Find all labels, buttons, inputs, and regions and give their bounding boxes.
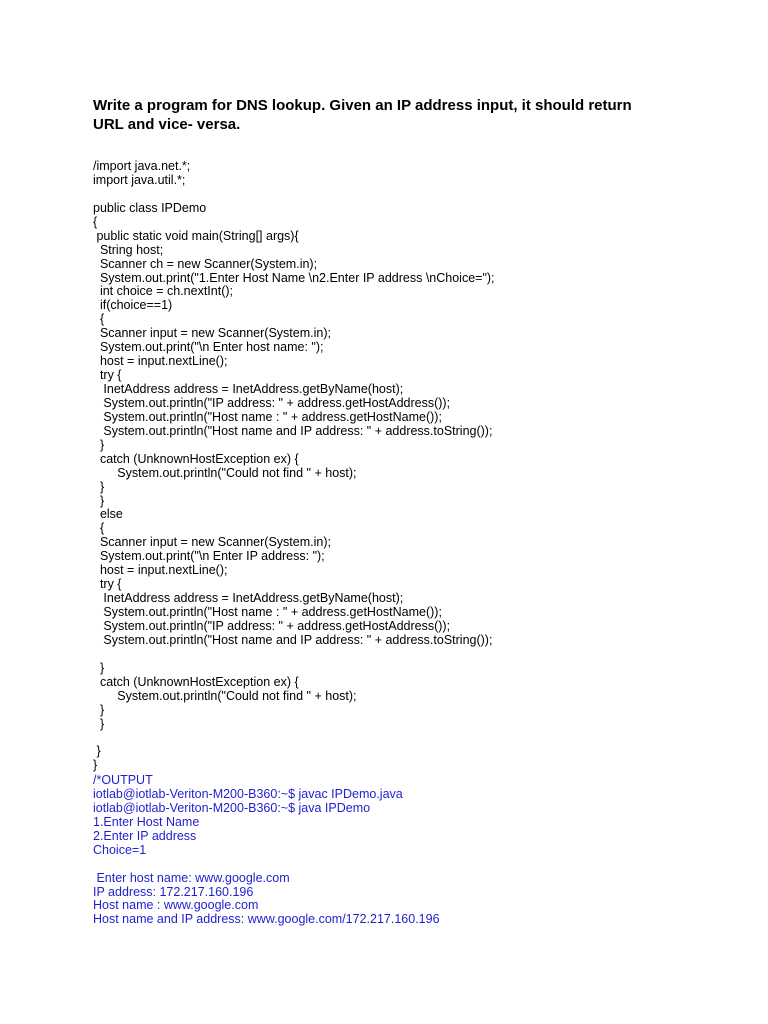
code-line: import java.util.*; — [93, 172, 186, 187]
code-line: System.out.println("IP address: " + address.getHostAddress()); — [93, 618, 451, 633]
code-line: host = input.nextLine(); — [93, 563, 228, 578]
code-line — [93, 731, 495, 745]
code-line — [93, 648, 495, 662]
code-line: else — [93, 507, 123, 522]
code-line: System.out.println("Could not find " + host); — [93, 465, 357, 480]
output-line: Enter host name: www.google.com — [93, 870, 290, 885]
code-line: System.out.println("Host name : " + address.getHostName()); — [93, 605, 442, 619]
output-line: Choice=1 — [93, 842, 147, 857]
code-line: } — [93, 716, 105, 731]
code-line: System.out.println("Host name and IP address: " + address.toString()); — [93, 423, 493, 438]
code-line: Scanner input = new Scanner(System.in); — [93, 535, 331, 550]
code-line: host = input.nextLine(); — [93, 354, 228, 369]
program-output — [93, 774, 440, 927]
code-line: } — [93, 758, 98, 773]
code-line: } — [93, 493, 105, 508]
code-listing — [93, 160, 495, 773]
output-line: Host name and IP address: www.google.com/172.217.160.196 — [93, 912, 440, 927]
code-line: } — [93, 660, 105, 675]
code-line: Scanner input = new Scanner(System.in); — [93, 326, 331, 341]
code-line: InetAddress address = InetAddress.getByName(host); — [93, 591, 404, 606]
code-line: InetAddress address = InetAddress.getByName(host); — [93, 382, 404, 396]
page-title: Write a program for DNS lookup. Given an IP address input, it should return URL and vice- versa. — [93, 97, 632, 133]
code-line: { — [93, 312, 105, 327]
output-line: Host name : www.google.com — [93, 898, 259, 913]
code-line: { — [93, 214, 98, 229]
code-line: System.out.println("Could not find " + host); — [93, 688, 357, 703]
code-line: public static void main(String[] args){ — [93, 228, 299, 243]
code-line: } — [93, 744, 101, 759]
code-line: catch (UnknownHostException ex) { — [93, 674, 299, 689]
code-line: int choice = ch.nextInt(); — [93, 284, 233, 299]
code-line: try { — [93, 577, 122, 592]
code-line: { — [93, 521, 105, 536]
output-line: /*OUTPUT — [93, 773, 153, 787]
code-line: if(choice==1) — [93, 298, 173, 313]
code-line: catch (UnknownHostException ex) { — [93, 451, 299, 466]
code-line: } — [93, 437, 105, 452]
code-line: } — [93, 702, 105, 717]
code-line: try { — [93, 368, 122, 383]
code-line: /import java.net.*; — [93, 159, 191, 173]
output-line: iotlab@iotlab-Veriton-M200-B360:~$ java IPDemo — [93, 800, 371, 815]
output-line — [93, 858, 440, 872]
code-line: System.out.println("Host name and IP address: " + address.toString()); — [93, 632, 493, 647]
code-line: String host; — [93, 242, 164, 257]
code-line: System.out.println("Host name : " + address.getHostName()); — [93, 409, 442, 424]
code-line: System.out.print("\n Enter IP address: "); — [93, 549, 325, 564]
code-line — [93, 188, 495, 202]
code-line: System.out.print("\n Enter host name: "); — [93, 340, 324, 355]
output-line: 1.Enter Host Name — [93, 814, 200, 829]
code-line: System.out.println("IP address: " + address.getHostAddress()); — [93, 395, 451, 410]
output-line: iotlab@iotlab-Veriton-M200-B360:~$ javac IPDemo.java — [93, 786, 403, 801]
code-line: public class IPDemo — [93, 200, 207, 215]
output-line: IP address: 172.217.160.196 — [93, 884, 254, 899]
code-line: System.out.print("1.Enter Host Name \n2.Enter IP address \nChoice="); — [93, 270, 495, 285]
code-line: Scanner ch = new Scanner(System.in); — [93, 256, 318, 271]
code-line: } — [93, 479, 105, 494]
output-line: 2.Enter IP address — [93, 828, 197, 843]
